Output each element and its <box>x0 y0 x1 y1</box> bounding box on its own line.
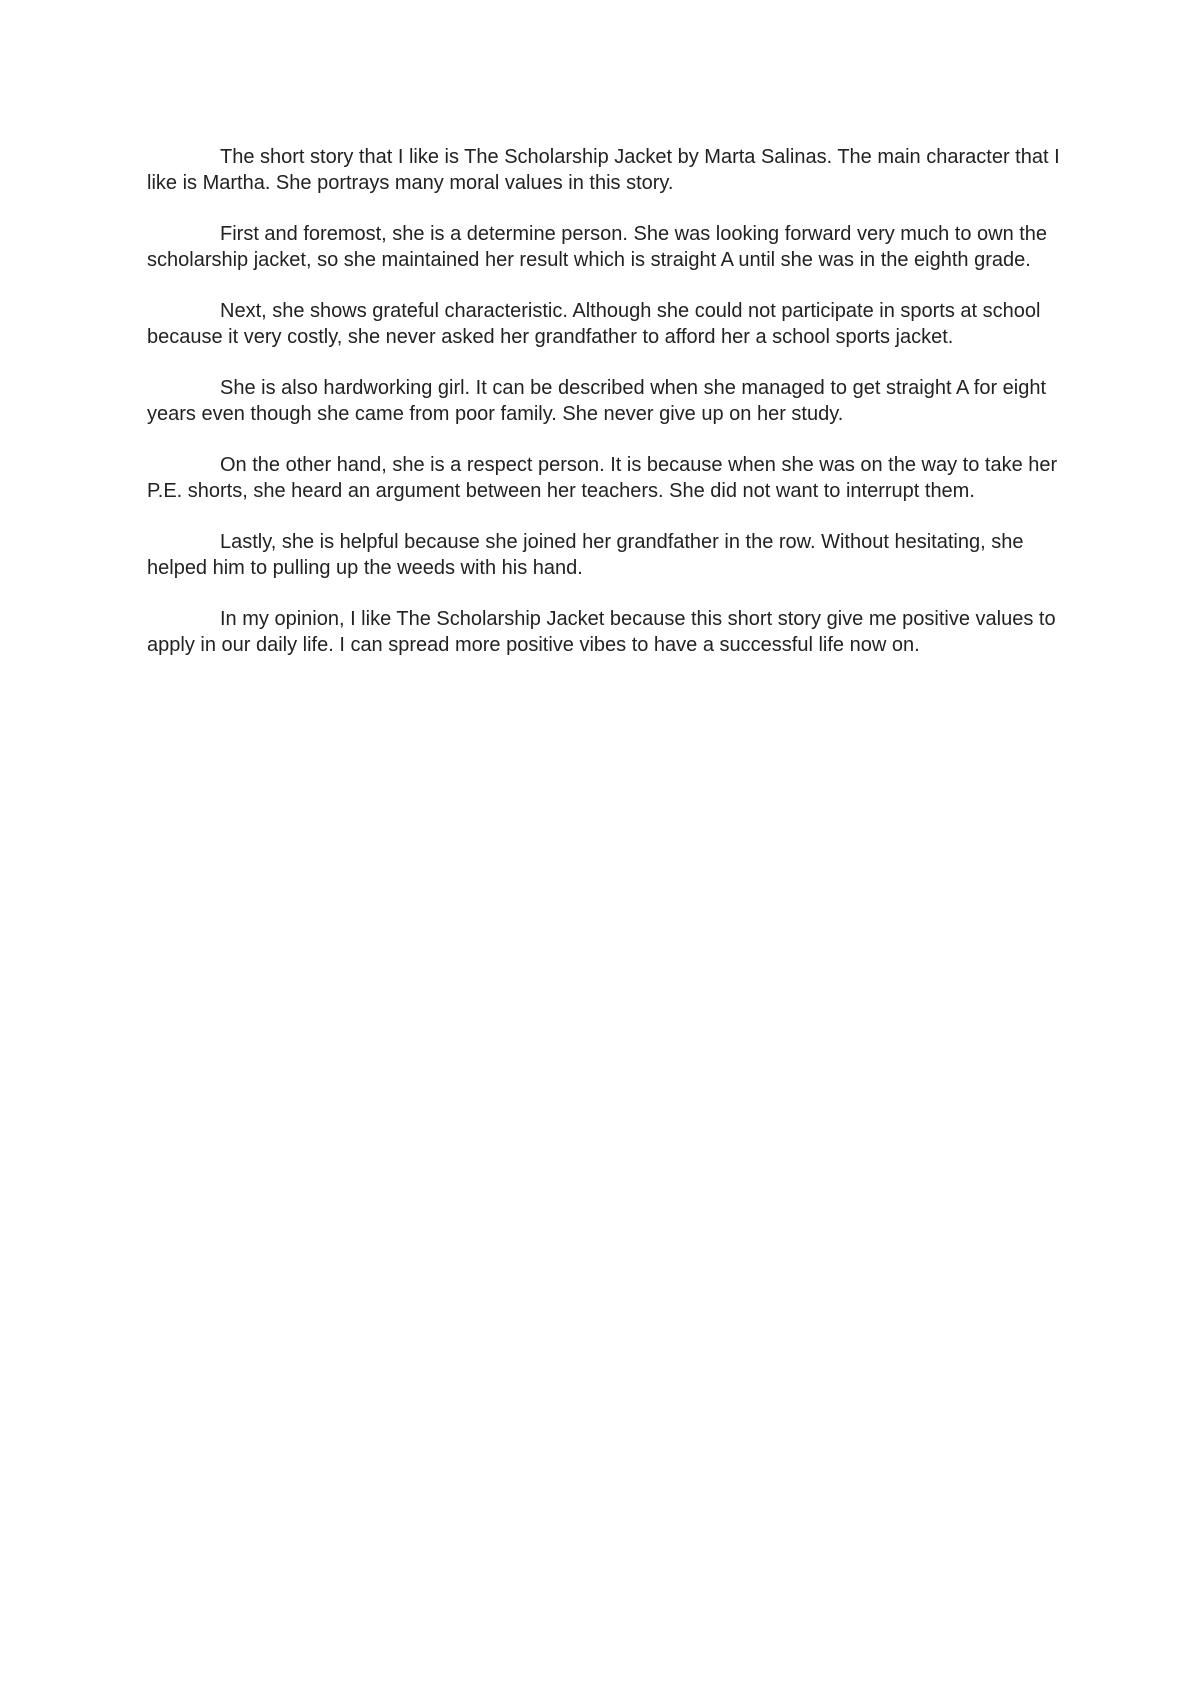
paragraph-determined: First and foremost, she is a determine person. She was looking forward very much to own the scholarship jacket, so she maintained her result which is straight A until she was in the eighth grade. <box>147 223 1048 271</box>
paragraph-opinion: In my opinion, I like The Scholarship Jacket because this short story give me positive values to apply in our daily life. I can spread more positive vibes to have a successful life now on. <box>147 608 1056 656</box>
document-body <box>147 145 1062 684</box>
paragraph-hardworking: She is also hardworking girl. It can be described when she managed to get straight A for eight years even though she came from poor family. She never give up on her study. <box>147 377 1047 425</box>
paragraph-helpful: Lastly, she is helpful because she joined her grandfather in the row. Without hesitating, she helped him to pulling up the weeds with his hand. <box>147 531 1024 579</box>
paragraph-grateful: Next, she shows grateful characteristic. Although she could not participate in sports at school because it very costly, she never asked her grandfather to afford her a school sports jacket. <box>147 300 1041 348</box>
paragraph-respect: On the other hand, she is a respect person. It is because when she was on the way to take her P.E. shorts, she heard an argument between her teachers. She did not want to interrupt them. <box>147 454 1058 502</box>
paragraph-intro: The short story that I like is The Scholarship Jacket by Marta Salinas. The main character that I like is Martha. She portrays many moral values in this story. <box>147 146 1060 194</box>
